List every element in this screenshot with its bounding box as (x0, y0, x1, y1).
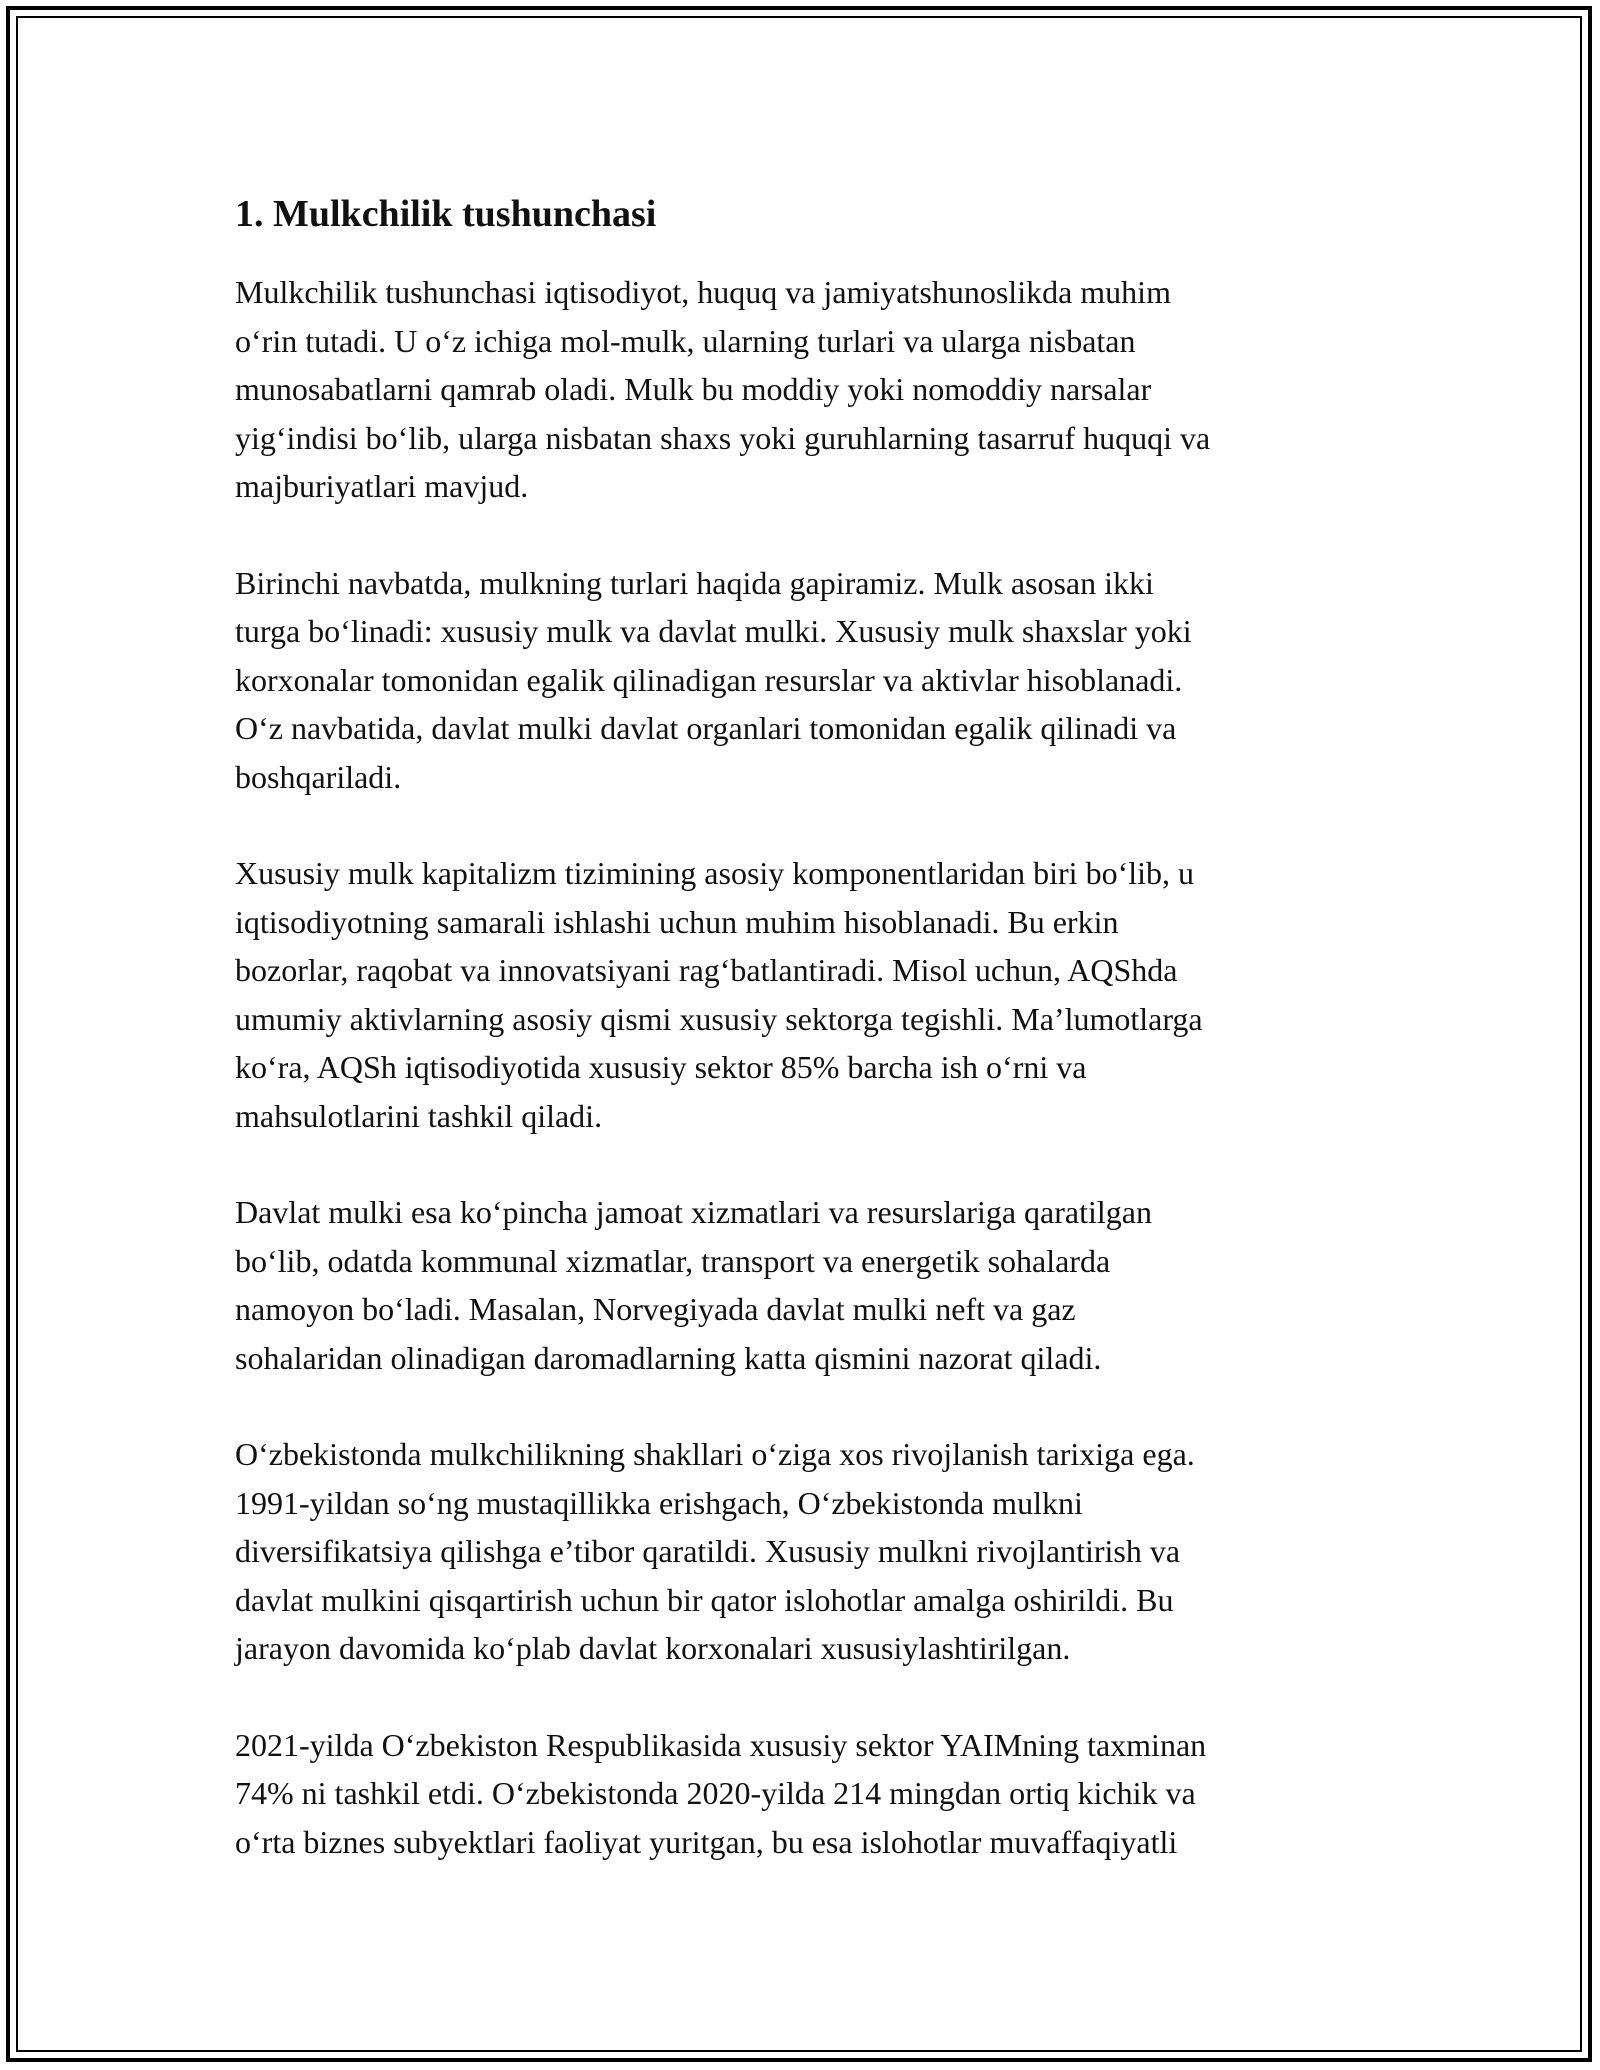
document-page (235, 190, 1395, 1914)
text-line: ko‘ra, AQSh iqtisodiyotida xususiy sektor 85% barcha ish o‘rni va (235, 1049, 1087, 1085)
paragraph-6 (235, 1721, 1395, 1867)
text-line: O‘zbekistonda mulkchilikning shakllari o‘ziga xos rivojlanish tarixiga ega. (235, 1436, 1195, 1472)
text-line: munosabatlarni qamrab oladi. Mulk bu moddiy yoki nomoddiy narsalar (235, 371, 1152, 407)
text-line: jarayon davomida ko‘plab davlat korxonalari xususiylashtirilgan. (235, 1630, 1071, 1666)
text-line: 74% ni tashkil etdi. O‘zbekistonda 2020-yilda 214 mingdan ortiq kichik va (235, 1775, 1196, 1811)
text-line: Birinchi navbatda, mulkning turlari haqida gapiramiz. Mulk asosan ikki (235, 564, 1154, 601)
text-line: boshqariladi. (235, 758, 402, 795)
text-line: yig‘indisi bo‘lib, ularga nisbatan shaxs yoki guruhlarning tasarruf huquqi va (235, 419, 1211, 456)
text-line: Mulkchilik tushunchasi iqtisodiyot, huquq va jamiyatshunoslikda muhim (235, 274, 1171, 310)
text-line: Xususiy mulk kapitalizm tizimining asosiy komponentlaridan biri bo‘lib, u (235, 855, 1194, 891)
text-line: iqtisodiyotning samarali ishlashi uchun muhim hisoblanadi. Bu erkin (235, 903, 1119, 940)
text-line: mahsulotlarini tashkil qiladi. (235, 1097, 603, 1134)
text-line: Davlat mulki esa ko‘pincha jamoat xizmatlari va resurslariga qaratilgan (235, 1194, 1152, 1230)
text-line: majburiyatlari mavjud. (235, 468, 529, 504)
section-heading: 1. Mulkchilik tushunchasi (235, 193, 657, 235)
text-line: umumiy aktivlarning asosiy qismi xususiy sektorga tegishli. Ma’lumotlarga (235, 1000, 1203, 1037)
text-line: o‘rta biznes subyektlari faoliyat yuritgan, bu esa islohotlar muvaffaqiyatli (235, 1823, 1178, 1860)
text-line: namoyon bo‘ladi. Masalan, Norvegiyada davlat mulki neft va gaz (235, 1291, 1076, 1327)
text-line: davlat mulkini qisqartirish uchun bir qator islohotlar amalga oshirildi. Bu (235, 1581, 1174, 1618)
text-line: sohalaridan olinadigan daromadlarning katta qismini nazorat qiladi. (235, 1339, 1102, 1376)
text-line: o‘rin tutadi. U o‘z ichiga mol-mulk, ularning turlari va ularga nisbatan (235, 322, 1136, 359)
text-line: 1991-yildan so‘ng mustaqillikka erishgach, O‘zbekistonda mulkni (235, 1484, 1083, 1521)
text-line: diversifikatsiya qilishga e’tibor qaratildi. Xususiy mulkni rivojlantirish va (235, 1533, 1181, 1569)
text-line: bozorlar, raqobat va innovatsiyani rag‘batlantiradi. Misol uchun, AQShda (235, 952, 1178, 988)
text-line: bo‘lib, odatda kommunal xizmatlar, transport va energetik sohalarda (235, 1242, 1111, 1279)
paragraph-5 (235, 1430, 1395, 1673)
text-line: O‘z navbatida, davlat mulki davlat organlari tomonidan egalik qilinadi va (235, 710, 1177, 746)
text-line: turga bo‘linadi: xususiy mulk va davlat mulki. Xususiy mulk shaxslar yoki (235, 613, 1192, 649)
paragraph-2 (235, 559, 1395, 802)
paragraph-1 (235, 268, 1395, 511)
paragraph-4 (235, 1188, 1395, 1382)
paragraph-3 (235, 849, 1395, 1140)
text-line: 2021-yilda O‘zbekiston Respublikasida xususiy sektor YAIMning taxminan (235, 1726, 1207, 1763)
text-line: korxonalar tomonidan egalik qilinadigan resurslar va aktivlar hisoblanadi. (235, 661, 1183, 698)
